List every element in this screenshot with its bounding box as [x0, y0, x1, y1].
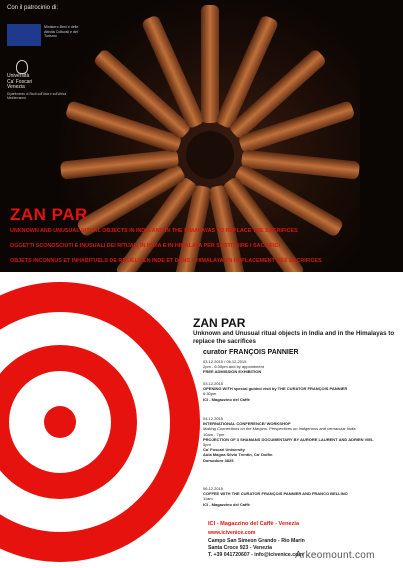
website-link[interactable]: www.icivenice.com [208, 530, 256, 536]
event-opening: 03.12.2015 OPENING WITH special guided visit by THE CURATOR FRANÇOIS PANNIER 6:30pm ICI - Magazzino del Caffè [203, 381, 348, 402]
poster-top-section [0, 0, 403, 272]
venue-name: ICI - Magazzino del Caffè - Venezia [208, 521, 300, 527]
watermark: Arkeomount.com [295, 550, 375, 561]
poster-subtitle-it: OGGETTI SCONOSCIUTI E INUSUALI DEI RITUALI IN INDIA E IN HIMALAYA PER SOSTITUIRE I SACRIFICI [10, 243, 280, 249]
info-title: ZAN PAR [193, 316, 246, 330]
poster-title: ZAN PAR [10, 205, 88, 224]
university-name: Università Ca' Foscari Venezia [7, 73, 33, 91]
university-department: Dipartimento di Studi sull'Asia e sull'Africa Mediterranea [7, 92, 67, 100]
event-conference: 04.12.2015 INTERNATIONAL CONFERENCE/ WORKSHOP Making Connections on the Margins. Perspectives on Indigenous and vernacular India 10am - 7pm PROJECTION OF 3 SHAMANS DOCUMENTARY BY AURORE LAURENT AND ADRIEN VIEL 5pm Ca' Foscari University Aula Magna Silvio Trentin, Ca' Dolfin Dorsoduro 3825 [203, 416, 374, 463]
info-subtitle: Unknown and Unusual ritual objects in India and in the Himalayas to replace the sacrifices [193, 330, 395, 345]
red-rings-graphic [0, 272, 200, 568]
poster-subtitle-fr: OBJETS INCONNUS ET INHABITUELS DE RITUELS EN INDE ET DANS L'HIMALAYA EN REPLACEMENT DES SACRIFICES [10, 258, 322, 264]
address-line-1: Campo San Simeon Grando - Rio Marin [208, 538, 305, 544]
event-coffee: 06.12.2015 COFFEE WITH THE CURATOR FRANÇOIS PANNIER AND FRANCO BELLINO 11am ICI - Magazzino del Caffè [203, 486, 348, 507]
ministry-logo-icon [7, 24, 41, 46]
sponsor-label: Con il patrocinio di: [7, 5, 59, 11]
address-line-2: Santa Croce 923 - Venezia [208, 545, 273, 551]
poster-subtitle-en: UNKNOWN AND UNUSUAL RITUAL OBJECTS IN INDIA AND IN THE HIMALAYAS TO REPLACE THE SACRIFICES [10, 228, 298, 234]
address-line-3: T. +39 041720607 - info@icivenice.com [208, 552, 303, 558]
event-exhibition: 03.12.2015 / 06.12.2015 2pm - 6:30pm and by appointment FREE ADMISSION EXHIBITION [203, 359, 264, 375]
ministry-logo-text: Ministero Beni e delle Attività Culturali e del Turismo [44, 25, 79, 39]
university-logo-icon [16, 60, 28, 74]
curator-name: curator FRANÇOIS PANNIER [203, 349, 299, 356]
